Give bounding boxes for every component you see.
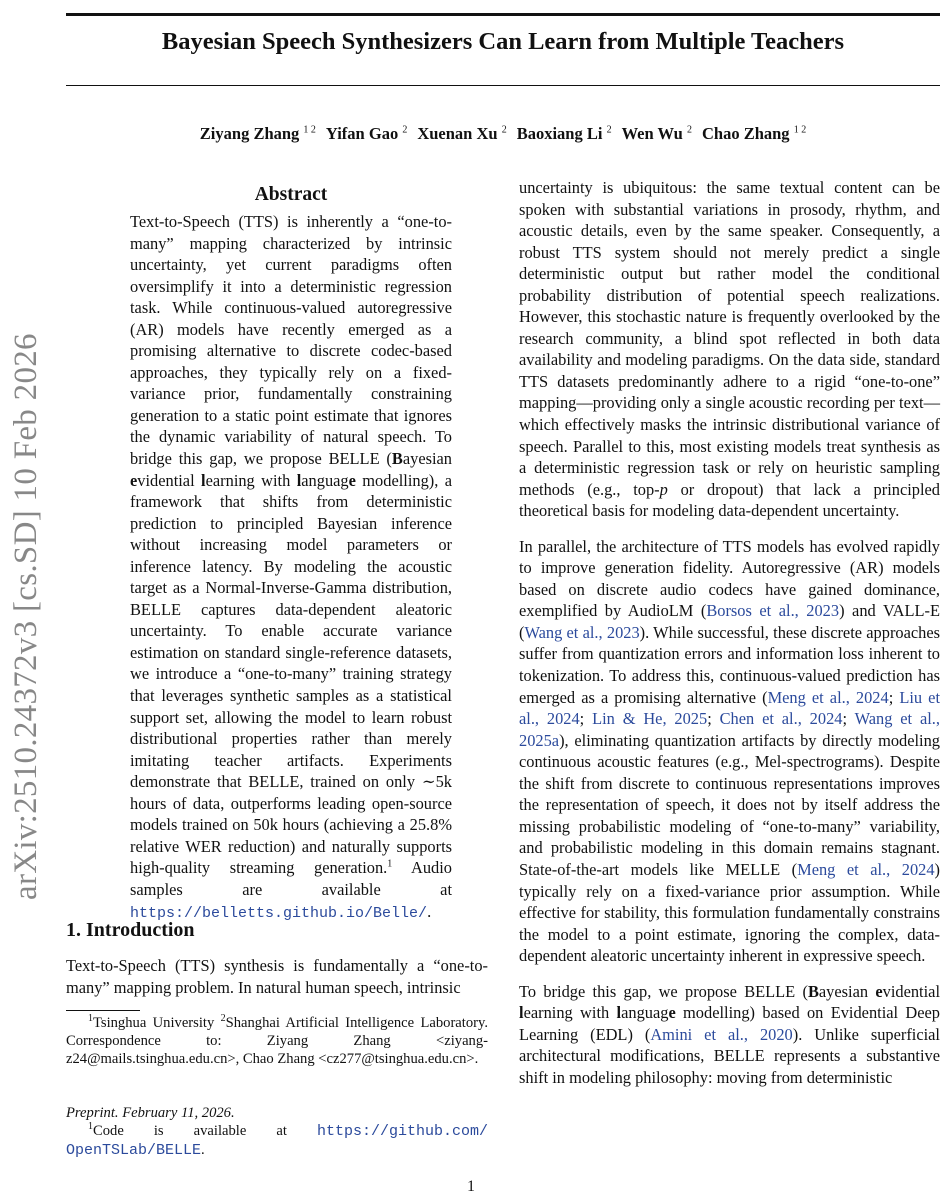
citation-link[interactable]: Meng et al., 2024 (767, 687, 889, 707)
italic-text: p (659, 479, 668, 499)
text-run: uncertainty is ubiquitous: the same textual content can be spoken with substantial variations in prosody, rhythm, and acoustic details, even by the same speaker. Consequently, a robust TTS system should not merely predict a single deterministic output but rather model the conditional probability distribution of potential speech realizations. However, this stochastic nature is frequently overlooked by the research community, a blind spot reflected in both data availability and modeling paradigms. On the data side, standard TTS datasets predominantly adhere to a rigid “one-to-one” mapping—providing only a single acoustic recording per text—which effectively masks the intrinsic distributional variance of speech. Parallel to this, most existing models treat synthesis as a deterministic regression task or rely on heuristic sampling methods (e.g., top- (519, 178, 940, 499)
footnote-marker: 1 (88, 1121, 93, 1133)
text-run: Text-to-Speech (TTS) is inherently a “one-to-many” mapping characterized by intrinsic uncertainty, yet current paradigms often oversimplify it into a deterministic regression task. While continuous-valued autoregressive (AR) models have recently emerged as a promising alternative to discrete codec-based approaches, they typically rely on a fixed-variance prior, fundamentally constraining generation to a static point estimate that ignores the dynamic variability of natural speech. To bridge this gap, we propose BELLE ( (130, 212, 452, 469)
text-run: To bridge this gap, we propose BELLE ( (519, 981, 808, 1001)
preprint-note: Preprint. February 11, 2026. (66, 1105, 235, 1121)
citation-link[interactable]: Lin & He, 2025 (592, 709, 708, 729)
abstract-body (130, 211, 452, 924)
text-run: ), eliminating quantization artifacts by directly modeling continuous acoustic features (e.g., Mel-spectrograms). Despite the shift from discrete to continuous representations improves the representation of speech, it does not by itself address the missing probabilistic modeling of “one-to-many” variability, and probabilistic modeling in this domain remains stagnant. State-of-the-art models like MELLE ( (519, 730, 940, 879)
intro-paragraph (66, 955, 488, 998)
citation-link[interactable]: Wang et al., 2025a (519, 709, 941, 750)
citation-link[interactable]: Wang et al., 2023 (524, 622, 640, 642)
url-link[interactable]: https://belletts.github.io/Belle/ (130, 904, 428, 922)
text-run: ; (579, 709, 593, 729)
citation-link[interactable]: Liu et al., 2024 (519, 687, 940, 729)
text-run: Tsinghua University (93, 1015, 221, 1031)
bold-letter: l (296, 470, 302, 490)
footnote-rule (66, 1010, 140, 1011)
author-list (66, 124, 940, 144)
bold-letter: e (668, 1003, 676, 1023)
intro-left-column (66, 955, 488, 998)
bold-letter: l (201, 470, 206, 490)
author (517, 124, 612, 143)
section-heading-introduction: 1. Introduction (66, 919, 195, 941)
code-footnote-text (66, 1122, 488, 1160)
code-footnote (66, 1122, 488, 1160)
citation-link[interactable]: Borsos et al., 2023 (706, 601, 840, 621)
author-name: Baoxiang Li (516, 124, 603, 143)
top-rule (66, 13, 940, 16)
bold-letter: l (519, 1003, 524, 1023)
text-run: ; (842, 709, 855, 729)
author-name: Wen Wu (621, 124, 683, 143)
author-affiliation: 1 2 (793, 124, 807, 136)
affiliation-footnote (66, 1014, 488, 1068)
author-affiliation: 2 (501, 124, 507, 136)
bold-letter: e (130, 470, 138, 490)
text-run: Shanghai Artificial Intelligence Laboratory. Correspondence to: Ziyang Zhang <ziyang-z24@mails.tsinghua.edu.cn>, Chao Zhang <cz277@tsinghua.edu.cn>. (66, 1015, 488, 1067)
author (622, 124, 692, 143)
text-run: vidential (137, 470, 202, 490)
text-run: Text-to-Speech (TTS) synthesis is fundamentally a “one-to-many” mapping problem. In natural human speech, intrinsic (66, 956, 488, 997)
text-run: Code is available at (93, 1123, 317, 1139)
bold-letter: l (616, 1003, 622, 1023)
title-rule (66, 85, 940, 86)
text-run: ). While successful, these discrete approaches suffer from quantization errors and information loss inherent to tokenization. To address this, continuous-valued prediction has emerged as a promising alternative ( (519, 622, 940, 707)
text-run: ) and VALL-E ( (519, 601, 940, 642)
text-run: modelling), a framework that shifts from deterministic prediction to principled Bayesian inference without increasing model parameters or inference latency. By modeling the acoustic target as a Normal-Inverse-Gamma distribution, BELLE captures data-dependent aleatoric uncertainty. To enable accurate variance estimation on standard single-reference datasets, we introduce a “one-to-many” training strategy that leverages synthetic samples as a statistical support set, allowing the model to learn robust distributional properties rather than merely imitating teacher artifacts. Experiments demonstrate that BELLE, trained on only ∼5k hours of data, outperforms leading open-source models trained on 50k hours (achieving a 25.8% relative WER reduction) and naturally supports high-quality streaming generation. (130, 470, 453, 878)
url-link[interactable]: https://github.com/ OpenTSLab/BELLE (66, 1123, 488, 1159)
author-affiliation: 2 (402, 124, 408, 136)
author-name: Ziyang Zhang (199, 124, 300, 143)
intro-paragraph (519, 981, 940, 1089)
bold-letter: B (391, 449, 403, 469)
arxiv-stamp: arXiv:2510.24372v3 [cs.SD] 10 Feb 2026 (8, 333, 44, 900)
text-run: modelling) based on Evidential Deep Learning (EDL) ( (519, 1003, 940, 1044)
text-run: . (201, 1142, 205, 1158)
footnote-marker: 2 (220, 1013, 226, 1025)
author-name: Yifan Gao (325, 124, 399, 143)
footnote-marker: 1 (387, 858, 393, 870)
text-run: vidential (882, 981, 940, 1001)
bold-letter: e (875, 981, 883, 1001)
text-run: ; (707, 709, 720, 729)
text-run: ; (888, 687, 900, 707)
bold-letter: e (348, 470, 356, 490)
author (200, 124, 316, 143)
footnote-marker: 1 (88, 1013, 93, 1025)
text-run: or dropout) that lack a principled theoretical basis for modeling data-dependent uncertainty. (519, 479, 940, 521)
text-run: earning with (205, 470, 297, 490)
author-affiliation: 2 (606, 124, 612, 136)
author (326, 124, 407, 143)
text-run: Audio samples are available at (130, 858, 452, 899)
text-run: anguag (301, 470, 349, 490)
intro-paragraph (519, 177, 940, 522)
bold-letter: B (807, 981, 819, 1001)
author-name: Chao Zhang (701, 124, 790, 143)
author-affiliation: 2 (686, 124, 692, 136)
text-run: ) typically rely on a fixed-variance prior assumption. While effective for stability, this formulation fundamentally constrains the model to a point estimate, ignoring the complex, data-dependent aleatoric uncertainty inherent in expressive speech. (519, 859, 940, 966)
right-column (519, 177, 940, 1088)
text-run: ayesian (818, 981, 876, 1001)
intro-paragraph (519, 536, 940, 967)
text-run: . (427, 901, 432, 921)
paper-title: Bayesian Speech Synthesizers Can Learn from Multiple Teachers (161, 28, 845, 55)
text-run: anguag (621, 1003, 669, 1023)
author-name: Xuenan Xu (417, 124, 498, 143)
affiliation-text (66, 1014, 488, 1068)
author (417, 124, 506, 143)
author (702, 124, 806, 143)
text-run: ayesian (402, 449, 452, 469)
citation-link[interactable]: Amini et al., 2020 (650, 1024, 793, 1044)
text-run: ). Unlike superficial architectural modifications, BELLE represents a substantive shift in modeling philosophy: moving from deterministic (519, 1024, 940, 1087)
citation-link[interactable]: Meng et al., 2024 (797, 859, 935, 879)
author-affiliation: 1 2 (303, 124, 316, 136)
page-number: 1 (467, 1178, 475, 1195)
abstract-heading: Abstract (254, 184, 328, 205)
text-run: In parallel, the architecture of TTS models has evolved rapidly to improve generation fidelity. Autoregressive (AR) models based on discrete audio codecs have gained dominance, exemplified by AudioLM ( (519, 536, 940, 621)
abstract-paragraph (130, 211, 452, 924)
citation-link[interactable]: Chen et al., 2024 (719, 709, 843, 729)
text-run: earning with (523, 1003, 617, 1023)
